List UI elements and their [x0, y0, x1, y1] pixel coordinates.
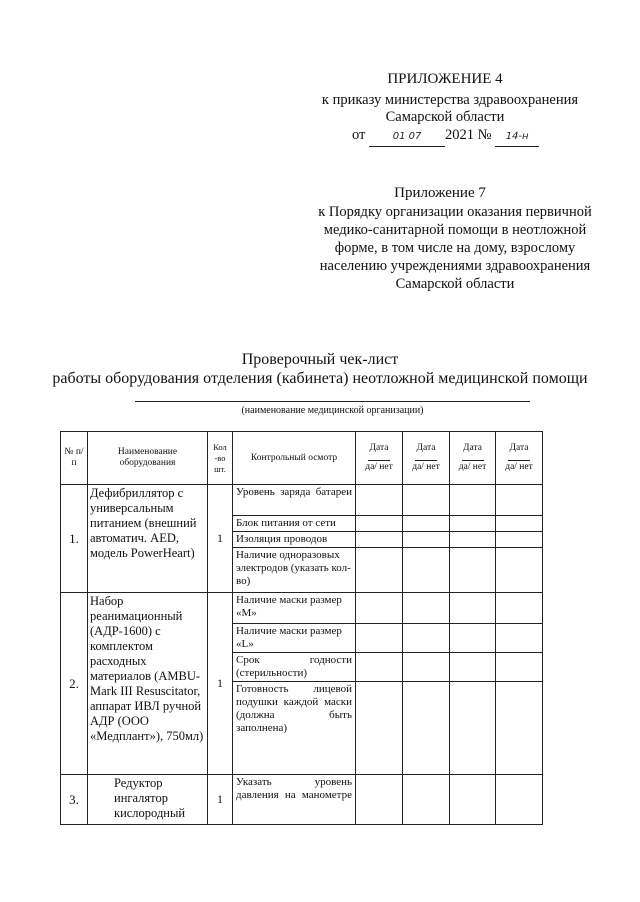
row-qty: 1: [208, 485, 233, 593]
appendix7-line: населению учреждениями здравоохранения: [319, 258, 591, 274]
number-sign: №: [477, 127, 492, 143]
date-cell[interactable]: [356, 485, 403, 516]
checklist-table: [60, 431, 543, 825]
date-cell[interactable]: [356, 653, 403, 682]
date-cell[interactable]: [496, 593, 543, 624]
date-cell[interactable]: [403, 624, 450, 653]
check-item: Готовность лицевой подушки каждой маски (должна быть заполнена): [233, 682, 356, 775]
check-item: Блок питания от сети: [233, 516, 356, 532]
check-item: Указать уровень давления на манометре: [233, 775, 356, 825]
row-qty: 1: [208, 775, 233, 825]
header-date-1: [356, 432, 403, 485]
check-item: Срок годности (стерильности): [233, 653, 356, 682]
date-cell[interactable]: [403, 485, 450, 516]
date-cell[interactable]: [496, 682, 543, 775]
header-date-3: [450, 432, 496, 485]
table-row: [61, 485, 543, 516]
date-prefix: от: [352, 127, 366, 143]
date-cell[interactable]: [356, 516, 403, 532]
date-cell[interactable]: [450, 485, 496, 516]
doc-title-line2: работы оборудования отделения (кабинета) неотложной медицинской помощи: [52, 370, 588, 387]
date-cell[interactable]: [356, 532, 403, 548]
date-cell[interactable]: [450, 775, 496, 825]
date-cell[interactable]: [403, 775, 450, 825]
date-cell[interactable]: [496, 775, 543, 825]
yes-no-label: да/ нет: [505, 462, 533, 472]
date-cell[interactable]: [403, 548, 450, 593]
org-name-line[interactable]: [135, 401, 530, 402]
date-label: Дата: [416, 443, 436, 453]
date-cell[interactable]: [450, 682, 496, 775]
check-item: Наличие маски размер «M»: [233, 593, 356, 624]
yes-no-label: да/ нет: [412, 462, 440, 472]
row-num: 2.: [61, 593, 88, 775]
date-cell[interactable]: [356, 775, 403, 825]
date-cell[interactable]: [356, 624, 403, 653]
appendix7-body: [300, 203, 610, 293]
table-header-row: [61, 432, 543, 485]
header-qty: Кол -во шт.: [208, 432, 233, 485]
yes-no-label: да/ нет: [458, 462, 487, 472]
row-equipment-name: Набор реанимационный (АДР-1600) с комплектом расходных материалов (AMBU-Mark III Resuscitator, аппарат ИВЛ ручной АДР (ООО «Медплант»), 750мл): [88, 593, 208, 775]
header-name: Наименование оборудования: [88, 432, 208, 485]
date-label: Дата: [369, 443, 389, 453]
appendix7-line: Самарской области: [395, 276, 515, 292]
row-num: 3.: [61, 775, 88, 825]
date-handwritten: 01 07: [369, 128, 445, 147]
appendix7-line: к Порядку организации оказания первичной: [318, 204, 592, 220]
appendix4-line1: к приказу министерства здравоохранения: [321, 92, 579, 108]
date-cell[interactable]: [496, 624, 543, 653]
date-label: Дата: [509, 443, 529, 453]
date-year: 2021: [445, 127, 475, 143]
date-cell[interactable]: [356, 593, 403, 624]
date-cell[interactable]: [496, 532, 543, 548]
org-name-caption: (наименование медицинской организации): [241, 405, 424, 416]
row-equipment-name: Редуктор ингалятор кислородный: [88, 775, 208, 825]
check-item: Уровень заряда батареи: [233, 485, 356, 516]
appendix4-title: ПРИЛОЖЕНИЕ 4: [387, 71, 503, 87]
appendix7-title: Приложение 7: [394, 185, 486, 201]
date-cell[interactable]: [496, 516, 543, 532]
date-cell[interactable]: [356, 548, 403, 593]
date-cell[interactable]: [496, 548, 543, 593]
date-cell[interactable]: [403, 682, 450, 775]
header-date-2: [403, 432, 450, 485]
header-num: № п/ п: [61, 432, 88, 485]
date-cell[interactable]: [403, 653, 450, 682]
date-cell[interactable]: [450, 516, 496, 532]
date-cell[interactable]: [450, 548, 496, 593]
row-num: 1.: [61, 485, 88, 593]
appendix7-line: медико-санитарной помощи в неотложной: [323, 222, 587, 238]
date-cell[interactable]: [356, 682, 403, 775]
date-label: Дата: [463, 443, 482, 453]
yes-no-label: да/ нет: [365, 462, 393, 472]
header-control: Контрольный осмотр: [233, 432, 356, 485]
date-cell[interactable]: [496, 485, 543, 516]
date-cell[interactable]: [496, 653, 543, 682]
check-item: Наличие маски размер «L»: [233, 624, 356, 653]
date-cell[interactable]: [450, 624, 496, 653]
number-handwritten: 14-н: [495, 128, 539, 147]
doc-title-line1: Проверочный чек-лист: [241, 351, 399, 368]
date-cell[interactable]: [450, 593, 496, 624]
table-row: [61, 775, 543, 825]
appendix4-date-line: [352, 126, 612, 147]
date-cell[interactable]: [403, 532, 450, 548]
row-equipment-name: Дефибриллятор с универсальным питанием (внешний автоматич. AED, модель PowerHeart): [88, 485, 208, 593]
date-cell[interactable]: [450, 653, 496, 682]
date-cell[interactable]: [450, 532, 496, 548]
check-item: Наличие одноразовых электродов (указать кол-во): [233, 548, 356, 593]
row-qty: 1: [208, 593, 233, 775]
check-item: Изоляция проводов: [233, 532, 356, 548]
date-cell[interactable]: [403, 593, 450, 624]
appendix7-line: форме, в том числе на дому, взрослому: [334, 240, 576, 256]
header-date-4: [496, 432, 543, 485]
table-row: [61, 593, 543, 624]
date-cell[interactable]: [403, 516, 450, 532]
appendix4-line2: Самарской области: [385, 109, 505, 125]
